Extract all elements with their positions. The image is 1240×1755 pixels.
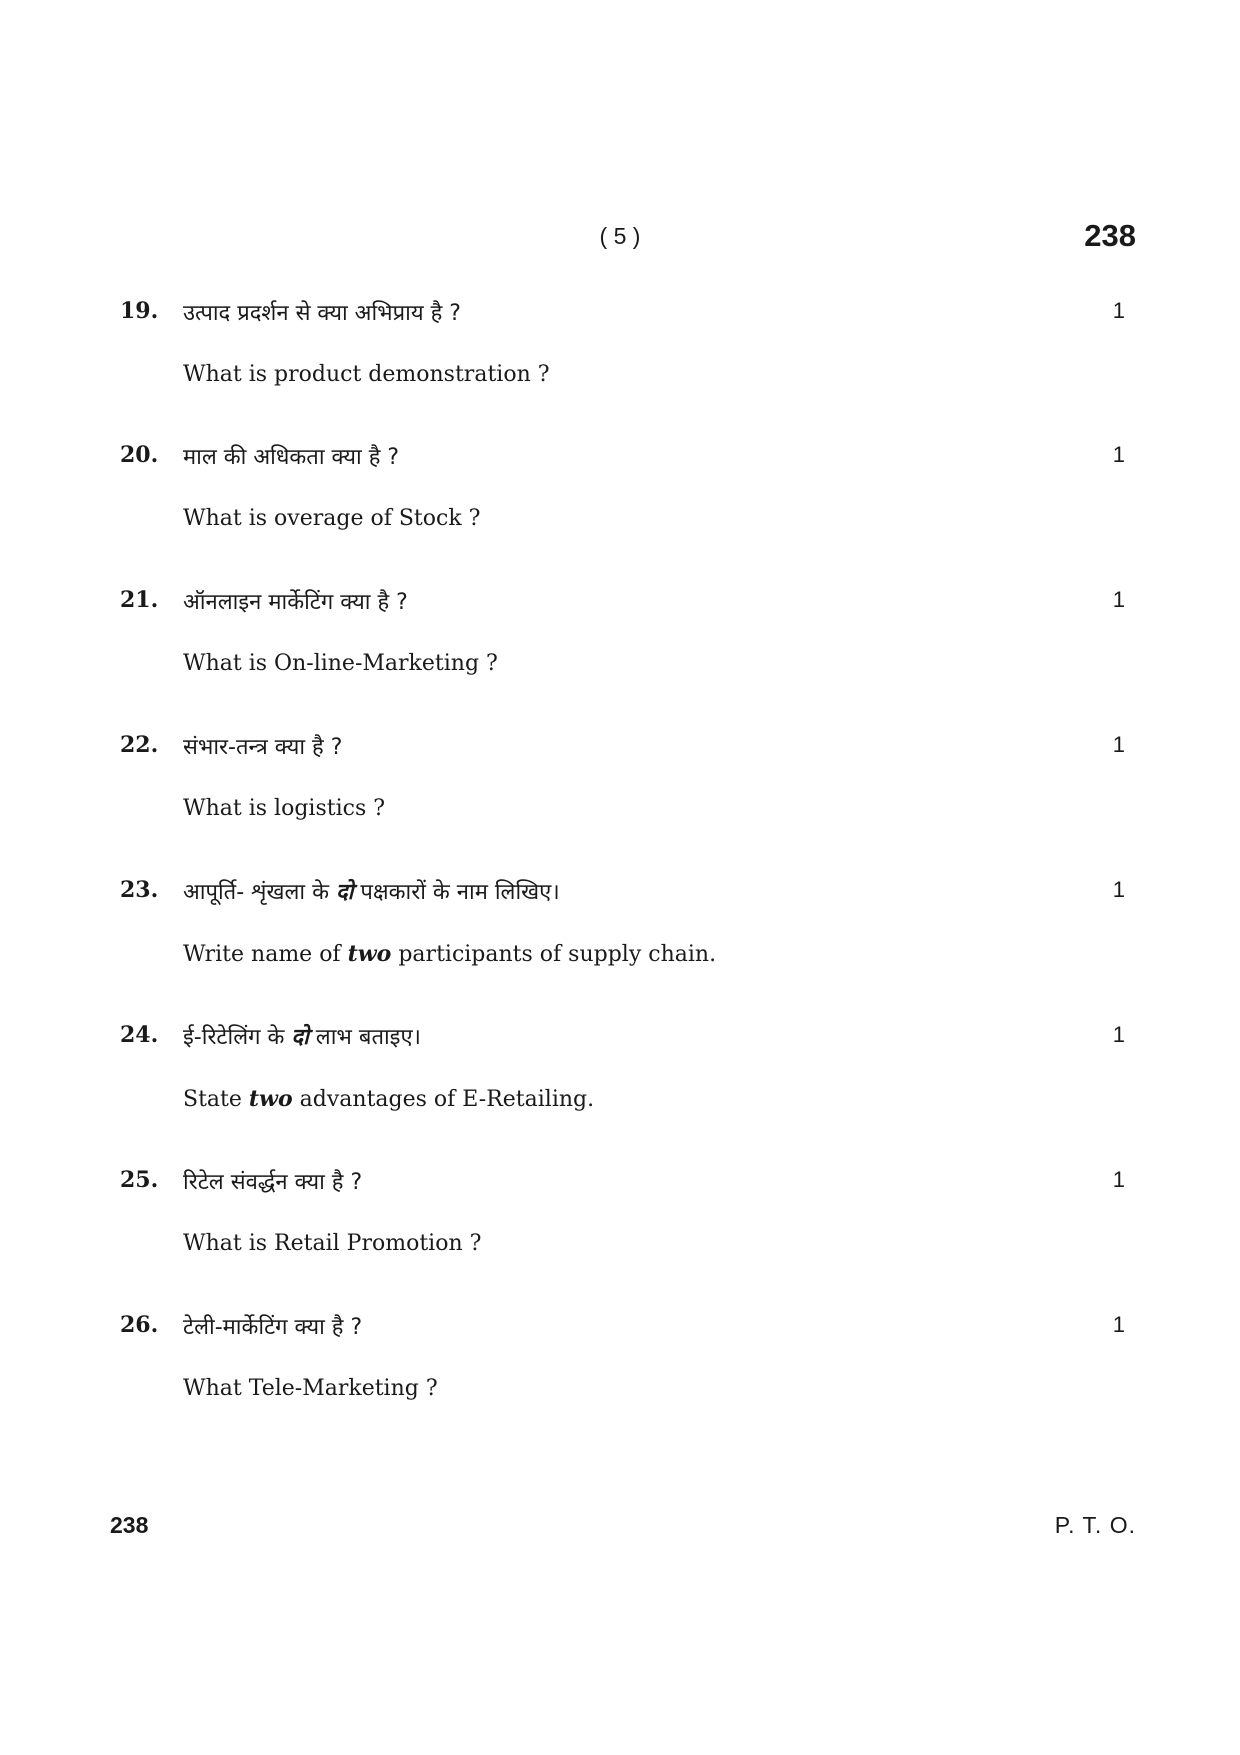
question-21 xyxy=(0,587,1240,717)
question-english xyxy=(183,1086,594,1112)
question-marks: 1 xyxy=(1112,1022,1125,1047)
question-english-emphasis: two xyxy=(347,941,392,967)
question-number: 20. xyxy=(120,442,159,468)
question-english: What is product demonstration ? xyxy=(183,362,550,387)
question-23 xyxy=(0,877,1240,1007)
question-english: What is On-line-Marketing ? xyxy=(183,651,498,676)
question-english: What Tele-Marketing ? xyxy=(183,1376,438,1401)
question-hindi: माल की अधिकता क्या है ? xyxy=(183,445,400,470)
question-hindi-pre: ई-रिटेलिंग के xyxy=(183,1025,292,1050)
question-hindi: उत्पाद प्रदर्शन से क्या अभिप्राय है ? xyxy=(183,301,461,326)
question-marks: 1 xyxy=(1112,1167,1125,1192)
question-hindi-post: लाभ बताइए। xyxy=(308,1025,421,1050)
question-26 xyxy=(0,1312,1240,1442)
question-hindi-emphasis: दो xyxy=(335,880,354,905)
question-english-post: participants of supply chain. xyxy=(391,942,717,967)
question-22 xyxy=(0,732,1240,862)
question-marks: 1 xyxy=(1112,732,1125,757)
question-number: 19. xyxy=(120,298,159,324)
question-number: 24. xyxy=(120,1022,159,1048)
question-25 xyxy=(0,1167,1240,1297)
question-hindi xyxy=(183,1021,421,1051)
page-number xyxy=(0,223,1240,250)
question-number: 21. xyxy=(120,587,159,613)
question-english: What is overage of Stock ? xyxy=(183,506,481,531)
question-hindi-emphasis: दो xyxy=(291,1025,309,1050)
question-19 xyxy=(0,298,1240,428)
question-marks: 1 xyxy=(1112,877,1125,902)
question-english-pre: State xyxy=(183,1087,249,1112)
question-hindi: टेली-मार्केटिंग क्या है ? xyxy=(183,1315,363,1340)
question-english xyxy=(183,941,716,967)
question-marks: 1 xyxy=(1112,1312,1125,1337)
question-hindi: ऑनलाइन मार्केटिंग क्या है ? xyxy=(183,590,408,615)
question-number: 22. xyxy=(120,732,159,758)
header-paper-code: 238 xyxy=(1084,218,1136,253)
question-marks: 1 xyxy=(1112,298,1125,323)
question-24 xyxy=(0,1022,1240,1152)
question-marks: 1 xyxy=(1112,442,1125,467)
question-hindi xyxy=(183,876,560,906)
question-number: 23. xyxy=(120,877,159,903)
question-20 xyxy=(0,442,1240,572)
question-hindi: संभार-तन्त्र क्या है ? xyxy=(183,735,343,760)
question-hindi-pre: आपूर्ति- शृंखला के xyxy=(183,880,336,905)
question-english-post: advantages of E-Retailing. xyxy=(292,1087,595,1112)
question-english-pre: Write name of xyxy=(183,942,348,967)
question-hindi: रिटेल संवर्द्धन क्या है ? xyxy=(183,1170,363,1195)
question-marks: 1 xyxy=(1112,587,1125,612)
question-number: 26. xyxy=(120,1312,159,1338)
question-english-emphasis: two xyxy=(248,1086,293,1112)
question-hindi-post: पक्षकारों के नाम लिखिए। xyxy=(353,880,560,905)
page-number-text: ( 5 ) xyxy=(599,223,641,249)
footer-pto: P. T. O. xyxy=(1054,1512,1136,1538)
footer-paper-code: 238 xyxy=(110,1512,149,1538)
question-number: 25. xyxy=(120,1167,159,1193)
question-english: What is logistics ? xyxy=(183,796,386,821)
question-english: What is Retail Promotion ? xyxy=(183,1231,482,1256)
